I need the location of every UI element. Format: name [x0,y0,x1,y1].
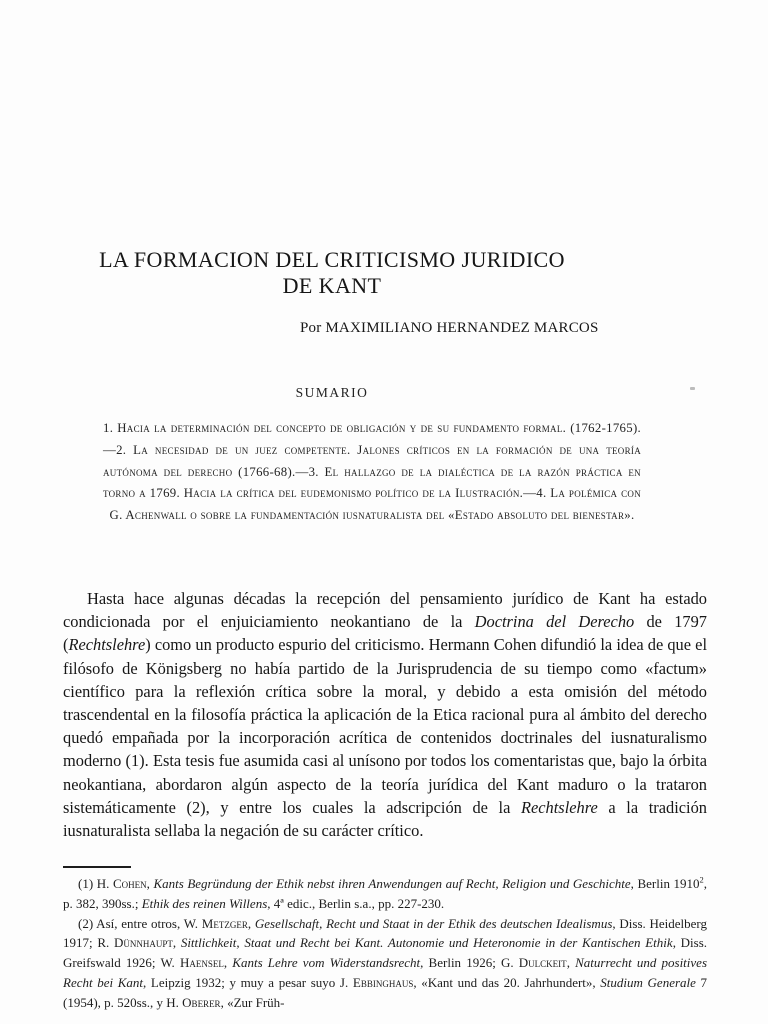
article-title [52,247,612,299]
footnote-1: (1) H. Cohen, Kants Begründung der Ethik nebst ihren Anwendungen auf Recht, Religion und Geschichte, Berlin 1910$^2$, p. 382, 390ss.; Ethik des reinen Willens, 4ª edic., Berlin s.a., pp. 227-230. [63,874,708,911]
footnotes [63,874,707,1013]
byline-prefix: Por [300,320,326,336]
scan-speck [690,387,695,390]
article-title-line1: LA FORMACION DEL CRITICISMO JURIDICO [99,247,565,272]
summary-text: 1. Hacia la determinación del concepto de obligación y de su fundamento formal. (1762-1765).—2. La necesidad de un juez competente. Jalones críticos en la formación de una teoría autónoma del derecho (1766-68).—3. El hallazgo de la dialéctica de la razón práctica en torno a 1769. Hacia la crítica del eudemonismo político de la Ilustración.—4. La polémica con G. Achenwall o sobre la fundamentación iusnaturalista del «Estado absoluto del bienestar». [103,421,641,523]
byline-author: MAXIMILIANO HERNANDEZ MARCOS [325,320,599,336]
byline [300,320,599,337]
footnote-2: (2) Así, entre otros, W. Metzger, Gesellschaft, Recht und Staat in der Ethik des deutschen Idealismus, Diss. Heidelberg 1917; R. Dünnhaupt, Sittlichkeit, Staat und Recht bei Kant. Autonomie und Heteronomie in der Kantischen Ethik, Diss. Greifswald 1926; W. Haensel, Kants Lehre vom Widerstandsrecht, Berlin 1926; G. Dulckeit, Naturrecht und positives Recht bei Kant, Leipzig 1932; y muy a pesar suyo J. Ebbinghaus, «Kant und das 20. Jahrhundert», Studium Generale 7 (1954), p. 520ss., y H. Oberer, «Zur Früh- [63,915,708,1010]
summary-heading: SUMARIO [295,385,369,400]
body-paragraph: Hasta hace algunas décadas la recepción del pensamiento jurídico de Kant ha estado condicionada por el enjuiciamiento neokantiano de la Doctrina del Derecho de 1797 (Rechtslehre) como un producto espurio del criticismo. Hermann Cohen difundió la idea de que el filósofo de Königsberg no había partido de la Jurisprudencia de su tiempo como «factum» científico para la reflexión crítica sobre la moral, y debido a esta omisión del método trascendental en la filosofía práctica la aplicación de la Etica racional pura al ámbito del derecho quedó empañada por la incorporación acrítica de contenidos doctrinales del iusnaturalismo moderno (1). Esta tesis fue asumida casi al unísono por todos los comentaristas que, bajo la órbita neokantiana, abordaron algún aspecto de la teoría jurídica del Kant maduro o la trataron sistemáticamente (2), y entre los cuales la adscripción de la Rechtslehre a la tradición iusnaturalista sellaba la negación de su carácter crítico. [63,589,707,841]
article-title-line2: DE KANT [282,273,382,298]
footnote-separator [63,866,131,868]
